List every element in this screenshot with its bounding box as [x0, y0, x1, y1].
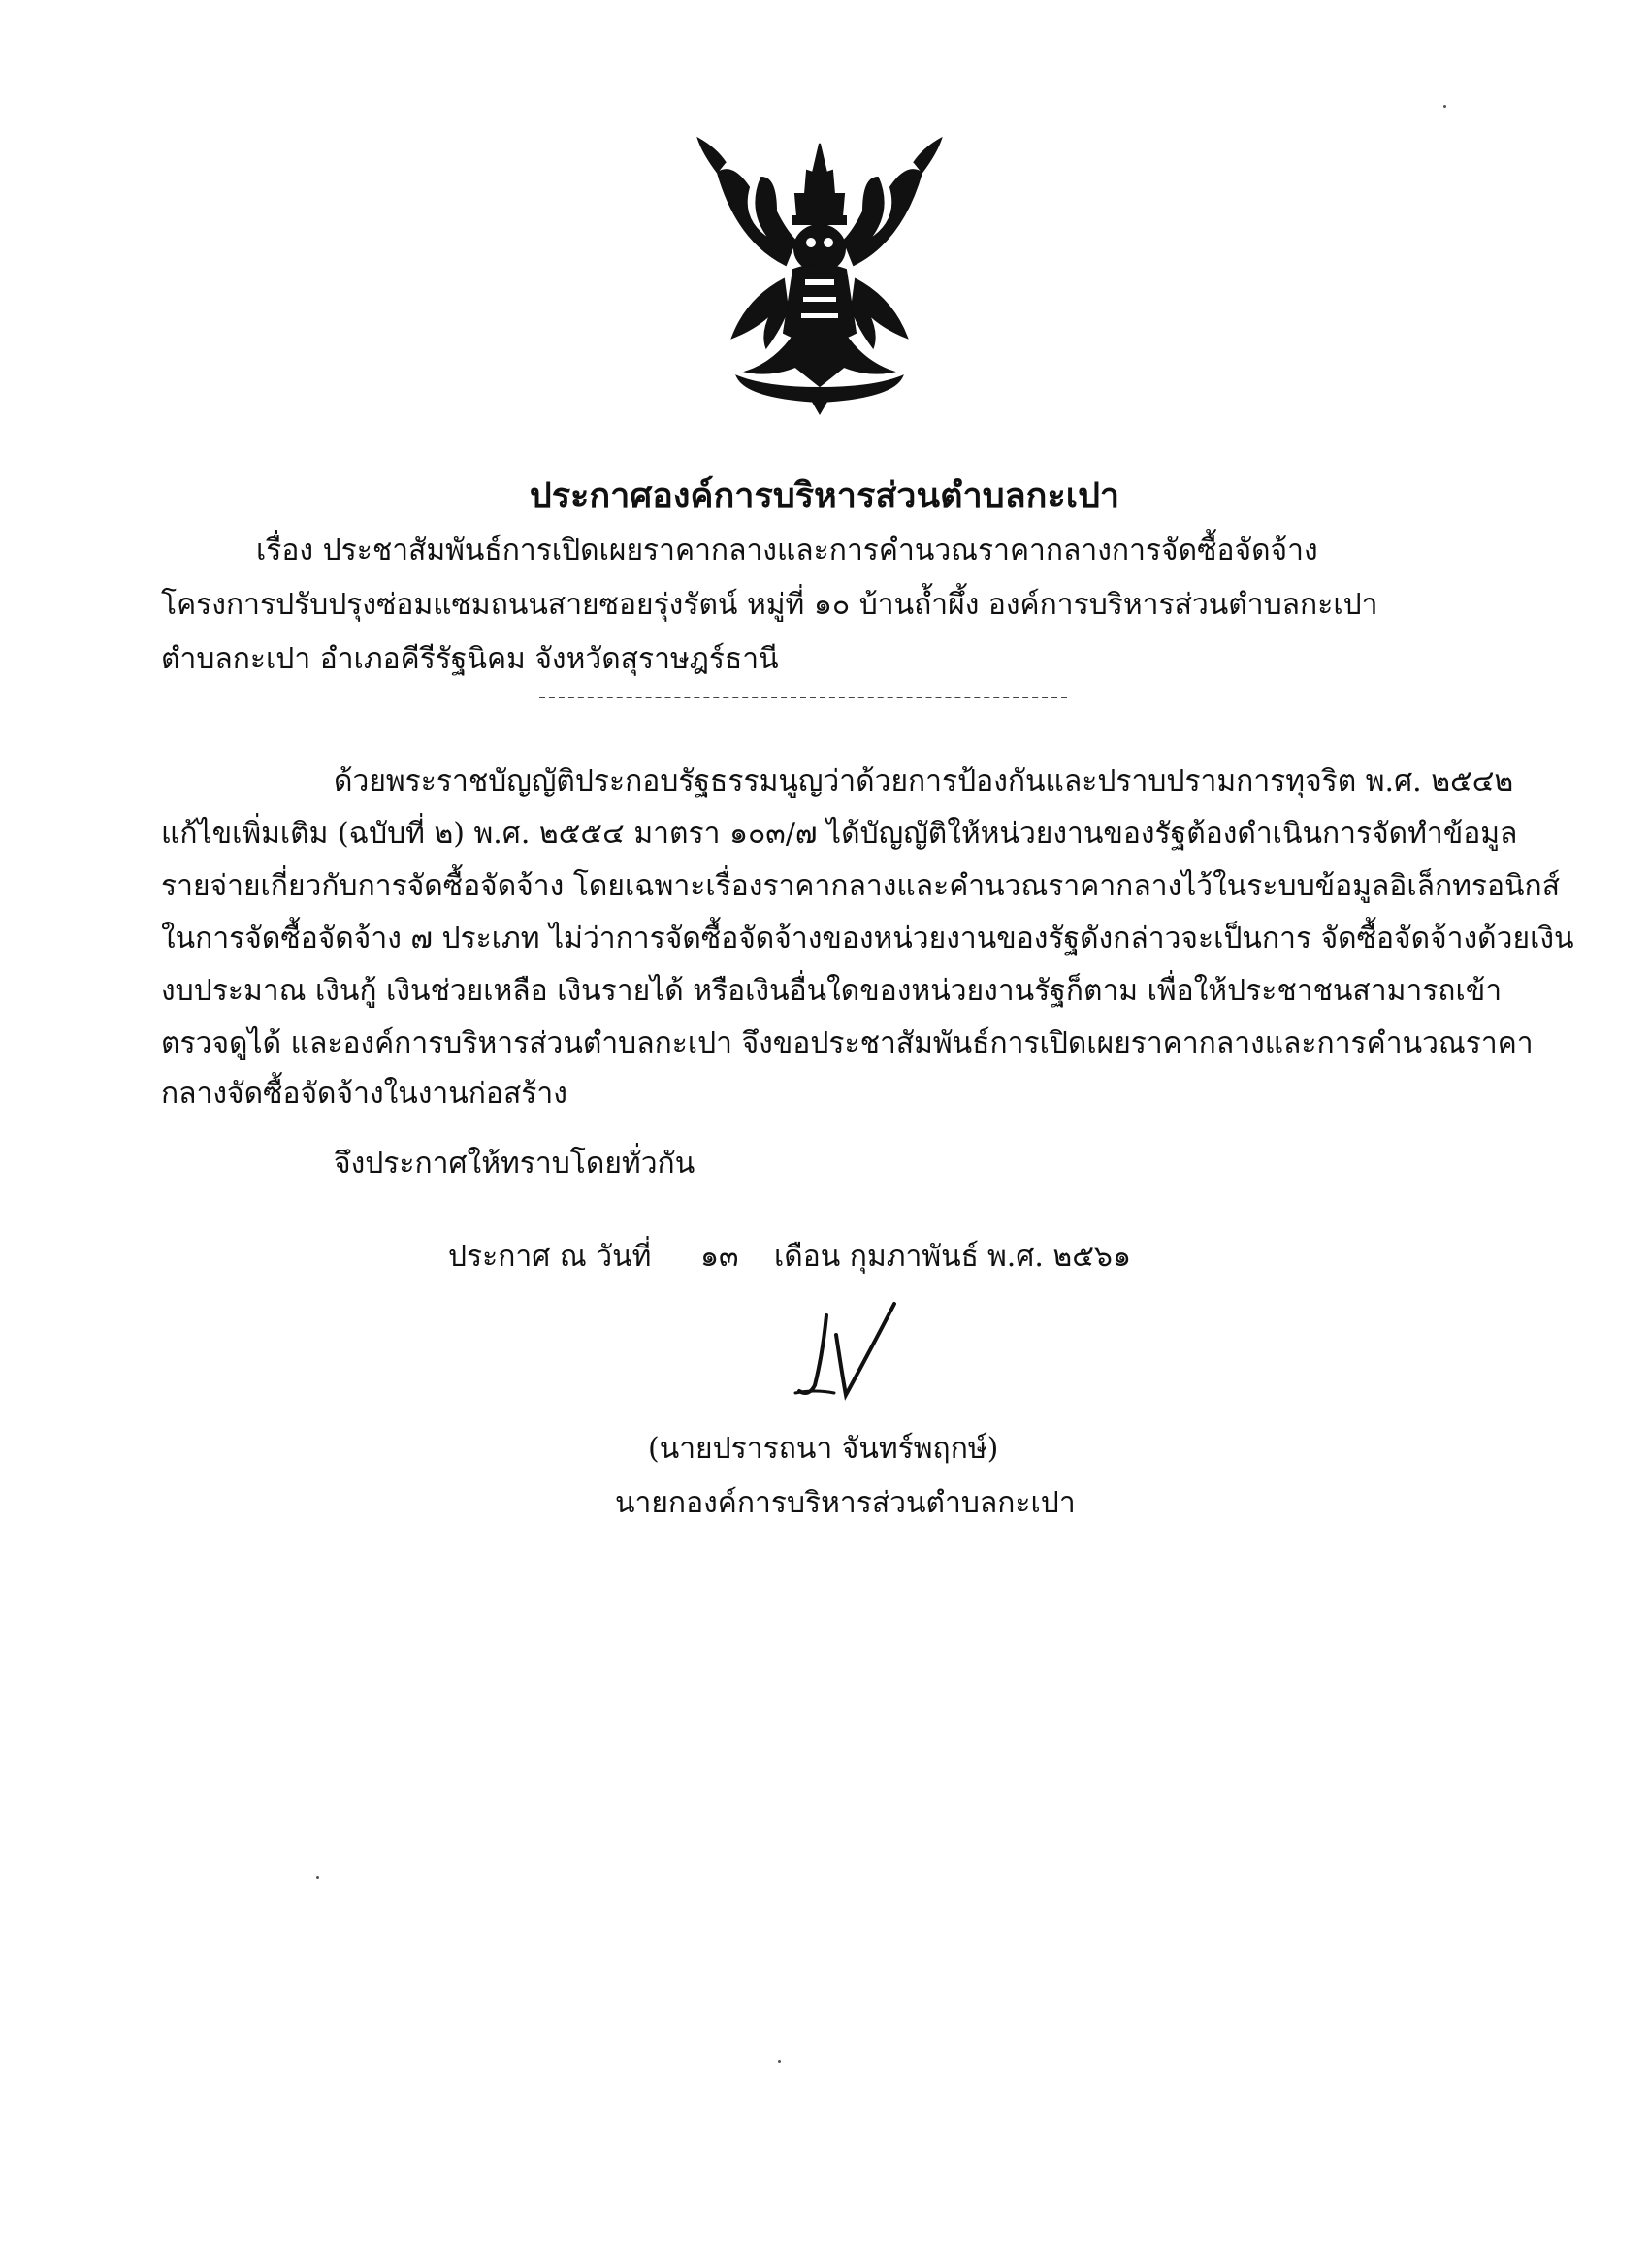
body-line-3: รายจ่ายเกี่ยวกับการจัดซื้อจัดจ้าง โดยเฉพาะเรื่องราคากลางและคำนวณราคากลางไว้ในระบบข้อมูลอิเล็กทรอนิกส์	[161, 869, 1561, 903]
subject-line-3: ตำบลกะเปา อำเภอคีรีรัฐนิคม จังหวัดสุราษฎร์ธานี	[161, 642, 779, 676]
body-line-5: งบประมาณ เงินกู้ เงินช่วยเหลือ เงินรายได้ หรือเงินอื่นใดของหน่วยงานรัฐก็ตาม เพื่อให้ประชาชนสามารถเข้า	[161, 974, 1503, 1008]
date-year: พ.ศ. ๒๕๖๑	[987, 1240, 1131, 1274]
date-month: เดือน กุมภาพันธ์	[774, 1240, 979, 1274]
scan-speck	[778, 2060, 781, 2063]
body-line-1: ด้วยพระราชบัญญัติประกอบรัฐธรรมนูญว่าด้วยการป้องกันและปราบปรามการทุจริต พ.ศ. ๒๕๔๒	[334, 764, 1514, 798]
scan-speck	[316, 1876, 319, 1879]
body-line-6: ตรวจดูได้ และองค์การบริหารส่วนตำบลกะเปา จึงขอประชาสัมพันธ์การเปิดเผยราคากลางและการคำนวณราคา	[161, 1026, 1534, 1060]
signatory-name: (นายปรารถนา จันทร์พฤกษ์)	[648, 1432, 999, 1466]
closing-line: จึงประกาศให้ทราบโดยทั่วกัน	[334, 1147, 695, 1181]
body-line-7: กลางจัดซื้อจัดจ้างในงานก่อสร้าง	[161, 1077, 567, 1111]
subject-line-2: โครงการปรับปรุงซ่อมแซมถนนสายซอยรุ่งรัตน์ หมู่ที่ ๑๐ บ้านถ้ำผึ้ง องค์การบริหารส่วนตำบลกะเปา	[161, 588, 1378, 622]
date-day: ๑๓	[700, 1240, 739, 1274]
signatory-position: นายกองค์การบริหารส่วนตำบลกะเปา	[615, 1486, 1076, 1520]
announcement-title: ประกาศองค์การบริหารส่วนตำบลกะเปา	[529, 475, 1120, 516]
scan-speck	[1443, 105, 1446, 108]
garuda-emblem-icon	[679, 134, 960, 415]
handwritten-signature	[776, 1296, 922, 1412]
subject-line-1: เรื่อง ประชาสัมพันธ์การเปิดเผยราคากลางและการคำนวณราคากลางการจัดซื้อจัดจ้าง	[256, 534, 1318, 567]
section-divider	[539, 697, 1067, 698]
body-line-4: ในการจัดซื้อจัดจ้าง ๗ ประเภท ไม่ว่าการจัดซื้อจัดจ้างของหน่วยงานของรัฐดังกล่าวจะเป็นการ จัดซื้อจัดจ้างด้วยเงิน	[161, 922, 1574, 956]
date-prefix: ประกาศ ณ วันที่	[448, 1240, 652, 1274]
body-line-2: แก้ไขเพิ่มเติม (ฉบับที่ ๒) พ.ศ. ๒๕๕๔ มาตรา ๑๐๓/๗ ได้บัญญัติให้หน่วยงานของรัฐต้องดำเนินการจัดทำข้อมูล	[161, 817, 1518, 851]
